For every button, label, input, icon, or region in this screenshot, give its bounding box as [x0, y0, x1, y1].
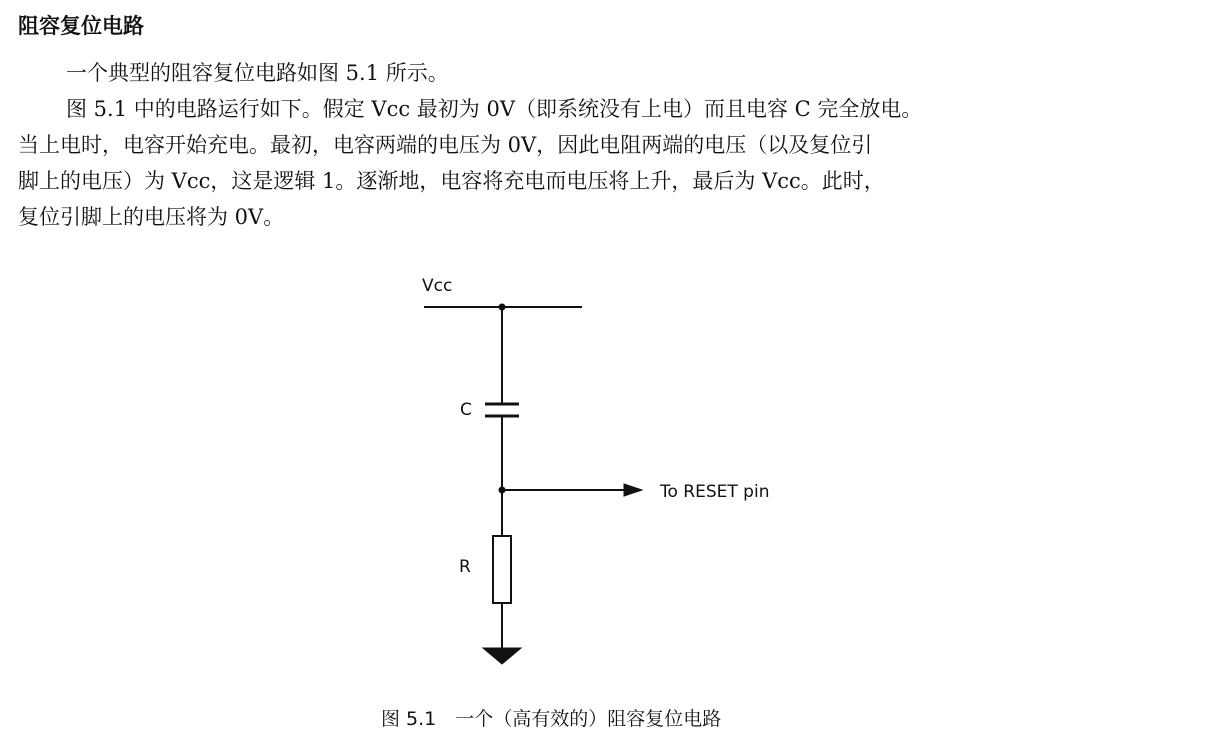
- resistor-body: [493, 536, 511, 603]
- vcc-label: Vcc: [422, 276, 453, 296]
- reset-pin-label: To RESET pin: [660, 482, 770, 502]
- capacitor-label: C: [460, 400, 472, 420]
- explanation-line: 脚上的电压）为 Vcc，这是逻辑 1。逐渐地，电容将充电而电压将上升，最后为 Vcc。此时，: [18, 169, 885, 193]
- arrow-head-icon: [624, 484, 642, 496]
- ground-icon: [483, 648, 521, 664]
- figure-caption: 图 5.1 一个（高有效的）阻容复位电路: [381, 708, 722, 730]
- section-heading: 阻容复位电路: [18, 14, 144, 38]
- explanation-line: 图 5.1 中的电路运行如下。假定 Vcc 最初为 0V（即系统没有上电）而且电容 C 完全放电。: [66, 97, 923, 121]
- explanation-line: 复位引脚上的电压将为 0V。: [18, 205, 285, 229]
- resistor-label: R: [459, 557, 471, 577]
- explanation-line: 当上电时，电容开始充电。最初，电容两端的电压为 0V，因此电阻两端的电压（以及复位引: [18, 133, 873, 157]
- intro-paragraph: 一个典型的阻容复位电路如图 5.1 所示。: [66, 61, 449, 85]
